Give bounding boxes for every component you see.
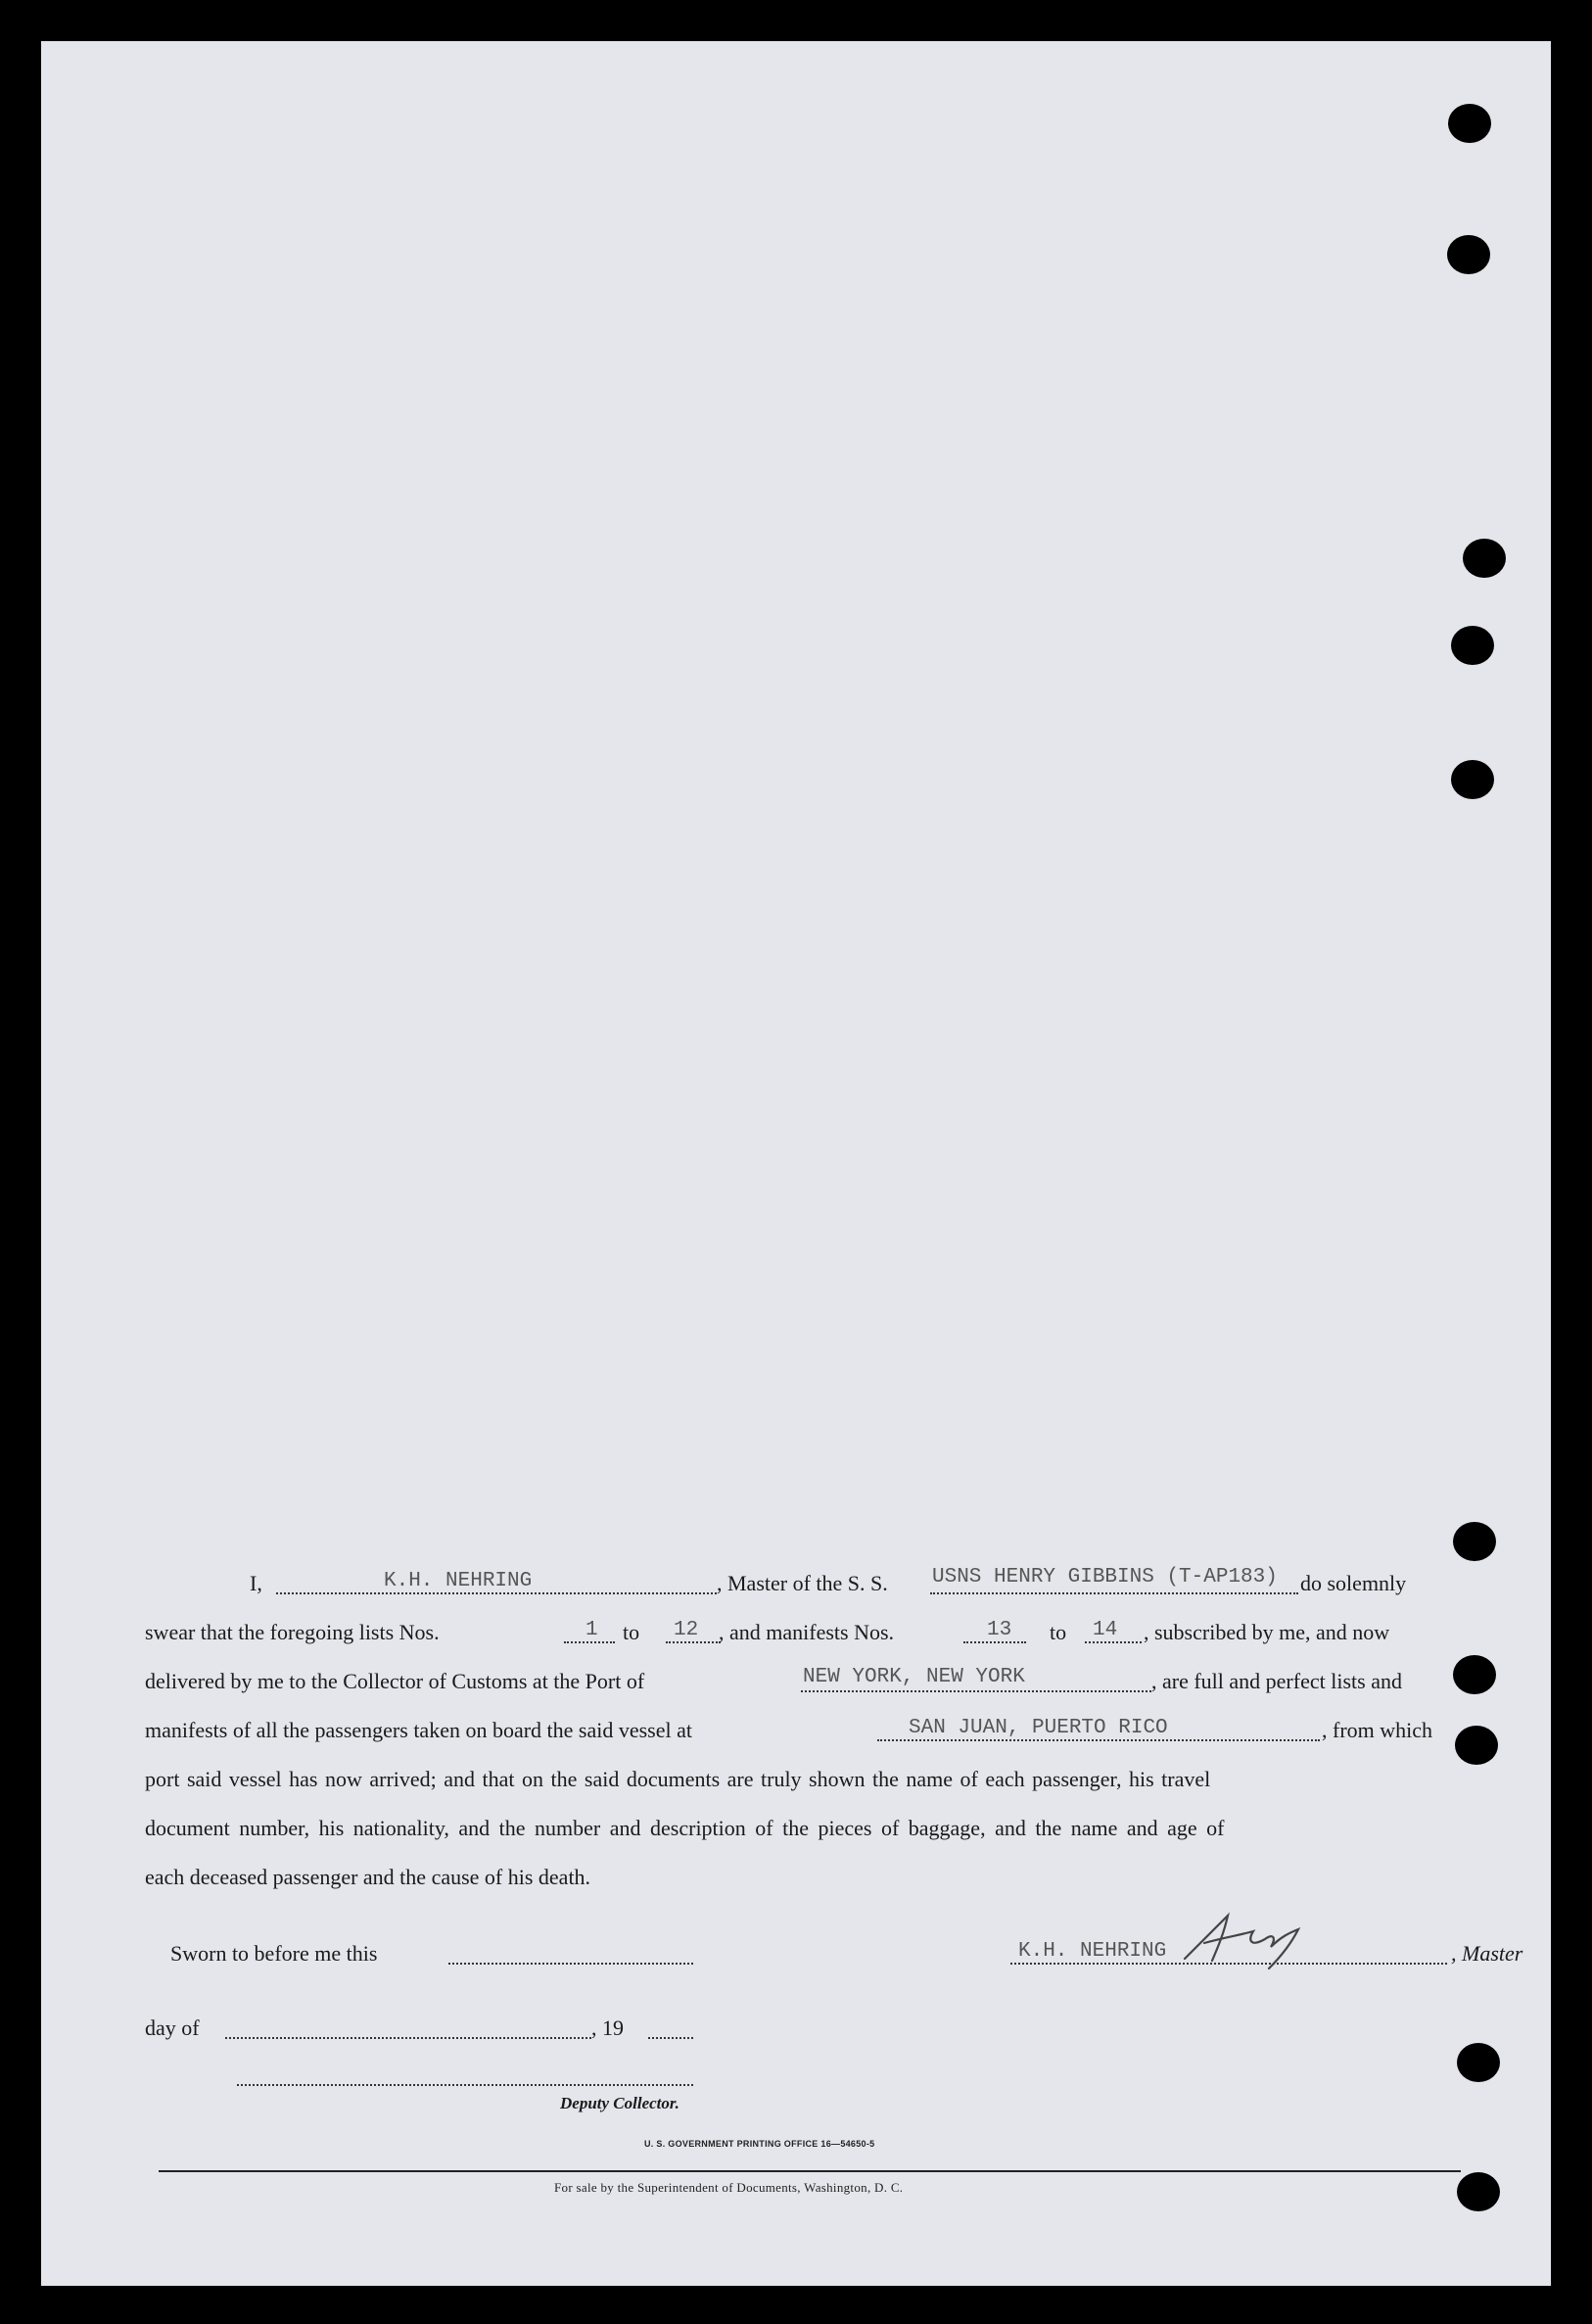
sworn-line <box>157 1927 1523 1976</box>
year-label: , 19 <box>591 2016 624 2040</box>
origin-value: SAN JUAN, PUERTO RICO <box>909 1717 1168 1739</box>
oath-text: delivered by me to the Collector of Customs at the Port of <box>145 1669 645 1693</box>
sworn-date-field <box>448 1963 693 1965</box>
year-field <box>648 2037 693 2039</box>
list-to-value: 12 <box>674 1619 699 1641</box>
oath-line-3 <box>145 1655 1459 1704</box>
master-name-value: K.H. NEHRING <box>384 1570 533 1592</box>
list-from-field <box>564 1641 615 1643</box>
deputy-signature-field <box>237 2084 693 2086</box>
list-from-value: 1 <box>585 1619 598 1641</box>
oath-text: document number, his nationality, and the number and description of the pieces of baggage, and the name and age of <box>145 1816 1225 1840</box>
deputy-line <box>157 2059 1459 2112</box>
oath-text: , Master of the S. S. <box>717 1571 888 1595</box>
document-page <box>41 41 1551 2286</box>
origin-field <box>877 1739 1320 1741</box>
oath-text: do solemnly <box>1300 1571 1407 1595</box>
punch-hole <box>1463 539 1506 578</box>
port-field <box>801 1690 1151 1692</box>
oath-line-2 <box>145 1606 1459 1655</box>
punch-hole <box>1451 626 1494 665</box>
master-name-field <box>276 1592 717 1594</box>
punch-hole <box>1447 235 1490 274</box>
punch-hole <box>1457 2043 1500 2082</box>
oath-text: manifests of all the passengers taken on board the said vessel at <box>145 1718 693 1742</box>
vessel-value: USNS HENRY GIBBINS (T-AP183) <box>932 1566 1278 1589</box>
oath-text: , subscribed by me, and now <box>1144 1620 1390 1644</box>
deputy-label: Deputy Collector. <box>560 2094 679 2112</box>
oath-text: to <box>623 1620 640 1644</box>
printing-office-imprint: U. S. GOVERNMENT PRINTING OFFICE 16—54650-5 <box>644 2139 875 2149</box>
sworn-label: Sworn to before me this <box>170 1941 378 1966</box>
oath-text: , and manifests Nos. <box>719 1620 895 1644</box>
day-field <box>225 2037 591 2039</box>
oath-line-5 <box>145 1753 1459 1802</box>
port-value: NEW YORK, NEW YORK <box>803 1666 1025 1688</box>
day-line <box>145 2002 1459 2051</box>
oath-text: , are full and perfect lists and <box>1151 1669 1402 1693</box>
punch-hole <box>1457 2172 1500 2211</box>
vessel-field <box>930 1592 1298 1594</box>
list-to-field <box>666 1641 721 1643</box>
sale-note: For sale by the Superintendent of Documents, Washington, D. C. <box>554 2180 904 2195</box>
manifest-from-value: 13 <box>987 1619 1012 1641</box>
oath-line-7 <box>145 1851 1459 1900</box>
punch-hole <box>1453 1655 1496 1694</box>
handwritten-signature <box>1175 1908 1312 1976</box>
oath-text: each deceased passenger and the cause of his death. <box>145 1865 591 1889</box>
oath-text: to <box>1050 1620 1067 1644</box>
punch-hole <box>1455 1726 1498 1765</box>
manifest-from-field <box>963 1641 1026 1643</box>
punch-hole <box>1453 1522 1496 1561</box>
oath-text: , from which <box>1322 1718 1433 1742</box>
signer-name: K.H. NEHRING <box>1018 1940 1167 1963</box>
master-label: , Master <box>1451 1941 1523 1966</box>
footer-rule <box>159 2170 1461 2172</box>
day-label: day of <box>145 2016 200 2040</box>
manifest-to-value: 14 <box>1093 1619 1118 1641</box>
oath-prefix: I, <box>250 1571 262 1595</box>
oath-line-6 <box>145 1802 1459 1851</box>
punch-hole <box>1451 760 1494 799</box>
manifest-to-field <box>1085 1641 1142 1643</box>
punch-hole <box>1448 104 1491 143</box>
oath-text: port said vessel has now arrived; and that on the said documents are truly shown the name of each passenger, his travel <box>145 1767 1211 1791</box>
oath-line-4 <box>145 1704 1459 1753</box>
oath-line-1 <box>157 1557 1459 1606</box>
oath-text: swear that the foregoing lists Nos. <box>145 1620 440 1644</box>
